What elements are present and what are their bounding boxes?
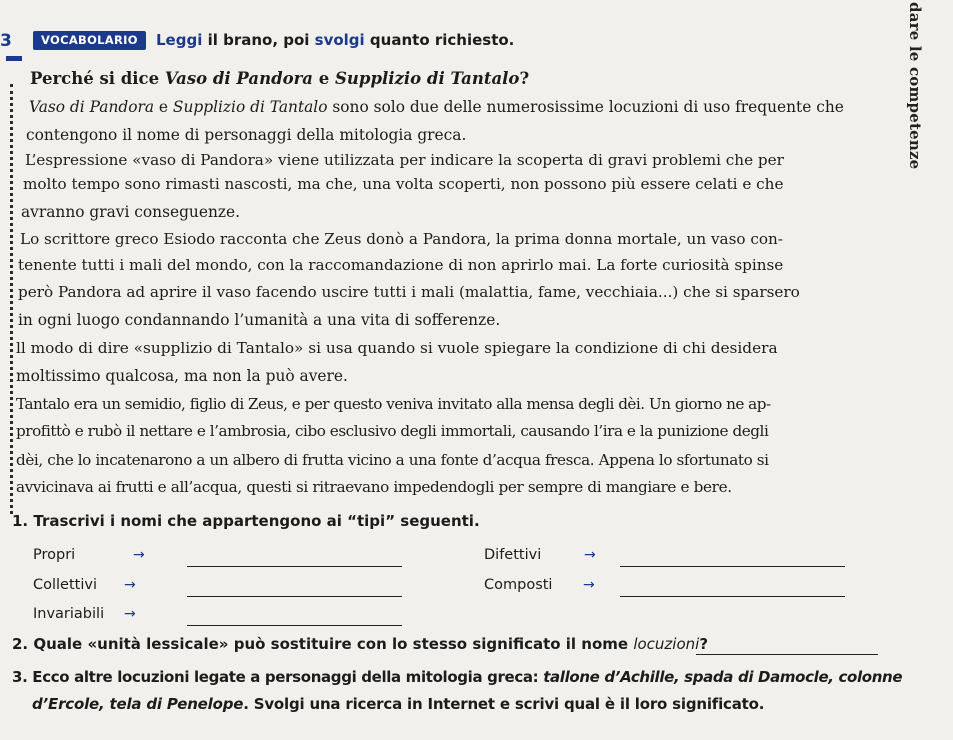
- answer-line-invariabili[interactable]: [187, 625, 402, 626]
- label-invariabili: Invariabili: [33, 606, 105, 622]
- label-collettivi: Collettivi: [33, 577, 97, 593]
- margin-dotted-rule: [10, 84, 13, 514]
- instruction-middle: il brano, poi: [202, 31, 315, 49]
- answer-line-q2[interactable]: [696, 654, 878, 655]
- passage-line: però Pandora ad aprire il vaso facendo uscire tutti i mali (malattia, fame, vecchiaia...) che si sparsero: [18, 283, 800, 301]
- passage-line: avvicinava ai frutti e all’acqua, questi si ritraevano impedendogli per sempre di mangiare e bere.: [16, 478, 732, 496]
- passage-line: Vaso di Pandora e Supplizio di Tantalo sono solo due delle numerosissime locuzioni di uso frequente che: [29, 98, 844, 116]
- passage-line: L’espressione «vaso di Pandora» viene utilizzata per indicare la scoperta di gravi problemi che per: [25, 151, 784, 169]
- arrow-icon: →: [133, 547, 145, 563]
- exercise-instruction: [156, 30, 514, 50]
- arrow-icon: →: [124, 606, 136, 622]
- passage-line: profittò e rubò il nettare e l’ambrosia, cibo esclusivo degli immortali, causando l’ira e la punizione degli: [16, 422, 769, 440]
- label-propri: Propri: [33, 547, 76, 563]
- passage-title: Perché si dice Vaso di Pandora e Supplizio di Tantalo?: [30, 69, 530, 88]
- passage-line: molto tempo sono rimasti nascosti, ma che, una volta scoperti, non possono più essere celati e che: [23, 175, 784, 193]
- side-tab-label: dare le competenze: [906, 2, 924, 170]
- vocabolario-badge: VOCABOLARIO: [33, 31, 146, 50]
- passage-line: tenente tutti i mali del mondo, con la raccomandazione di non aprirlo mai. La forte curiosità spinse: [18, 256, 784, 274]
- exercise-number: 3: [0, 31, 12, 51]
- arrow-icon: →: [124, 577, 136, 593]
- label-composti: Composti: [484, 577, 553, 593]
- instruction-verb-svolgi: svolgi: [314, 31, 365, 49]
- arrow-icon: →: [584, 547, 596, 563]
- exercise-number-bar: [6, 56, 22, 61]
- arrow-icon: →: [583, 577, 595, 593]
- question-2: 2. Quale «unità lessicale» può sostituire con lo stesso significato il nome locuzioni?: [12, 635, 709, 653]
- instruction-suffix: quanto richiesto.: [364, 31, 515, 49]
- answer-line-propri[interactable]: [187, 566, 402, 567]
- answer-line-collettivi[interactable]: [187, 596, 402, 597]
- answer-line-difettivi[interactable]: [620, 566, 845, 567]
- passage-line: moltissimo qualcosa, ma non la può avere.: [16, 367, 348, 385]
- question-3-continued: d’Ercole, tela di Penelope. Svolgi una ricerca in Internet e scrivi qual è il loro significato.: [32, 695, 765, 713]
- passage-line: Tantalo era un semidio, figlio di Zeus, e per questo veniva invitato alla mensa degli dèi. Un giorno ne ap-: [16, 395, 771, 413]
- question-3: 3. Ecco altre locuzioni legate a personaggi della mitologia greca: tallone d’Achille, spada di Damocle, colonne: [12, 668, 903, 686]
- instruction-verb-leggi: Leggi: [156, 31, 203, 49]
- side-tab: [906, 0, 926, 170]
- passage-line: dèi, che lo incatenarono a un albero di frutta vicino a una fonte d’acqua fresca. Appena lo sfortunato si: [16, 451, 769, 469]
- label-difettivi: Difettivi: [484, 547, 542, 563]
- passage-line: in ogni luogo condannando l’umanità a una vita di sofferenze.: [18, 311, 501, 329]
- passage-line: contengono il nome di personaggi della mitologia greca.: [26, 126, 467, 144]
- question-1: 1. Trascrivi i nomi che appartengono ai “tipi” seguenti.: [12, 512, 480, 530]
- passage-line: Lo scrittore greco Esiodo racconta che Zeus donò a Pandora, la prima donna mortale, un vaso con-: [20, 230, 783, 248]
- passage-line: ll modo di dire «supplizio di Tantalo» si usa quando si vuole spiegare la condizione di chi desidera: [16, 339, 778, 357]
- passage-line: avranno gravi conseguenze.: [21, 203, 240, 221]
- answer-line-composti[interactable]: [620, 596, 845, 597]
